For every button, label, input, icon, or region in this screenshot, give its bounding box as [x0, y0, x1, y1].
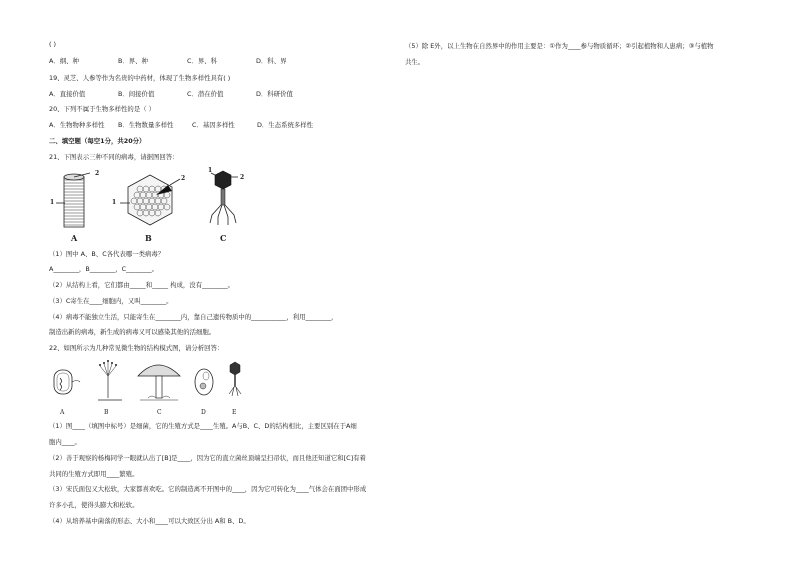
q18-stem-end: ( ) — [49, 40, 57, 48]
microbe-c-mushroom — [138, 365, 180, 400]
figure-21-label-1a: 1 — [50, 199, 55, 206]
q18-option-a: A．纲、种 — [49, 57, 79, 65]
q19-option-b: B．间接价值 — [118, 90, 155, 98]
q21-part-4-continued: 制造出新的病毒，新生成的病毒又可以感染其他的活细胞。 — [49, 328, 216, 336]
microbe-d-yeast — [195, 369, 213, 395]
figure-21-label-2c: 2 — [240, 174, 245, 181]
q22-part-3-continued: 许多小孔，使得头膨大和松软。 — [49, 501, 139, 509]
q18-option-c: C．界、科 — [187, 57, 218, 65]
q21-part-1: （1）图中 A、B、C各代表哪一类病毒？ — [49, 250, 165, 258]
q20-option-b: B．生物数量多样性 — [118, 121, 174, 129]
figure-21-label-1c: 1 — [208, 167, 213, 174]
q21-part-4: （4）病毒不能独立生活，只能寄生在________内，靠自己遗传物质中的___________，利用________， — [49, 313, 338, 321]
figure-21-label-2a: 2 — [95, 170, 100, 177]
q19-option-c: C．潜在价值 — [187, 90, 224, 98]
q21-part-2: （2）从结构上看，它们都由_____和_____ 构成，没有________。 — [49, 281, 235, 289]
q20-option-a: A．生物物种多样性 — [49, 121, 105, 129]
q18-option-b: B．界、种 — [118, 57, 148, 65]
microbe-figure — [48, 356, 248, 406]
microbe-e-phage — [229, 362, 241, 396]
q22-part-2: （2）善于观察的杨梅同学一眼就认出了[B]是____，因为它的直立菌丝顶端呈扫帚状，而且他还知道它和[C]有着 — [49, 454, 366, 462]
q21-stem: 21、下图表示三种不同的病毒，请据图回答： — [49, 153, 179, 161]
microbe-a-bacterium — [54, 370, 80, 394]
figure-22-label-e: E — [232, 409, 237, 416]
q22-part-3: （3）宋氏面包又大松软，大家都喜欢吃。它的制造离不开图中的____，因为它可转化为____气体会在面团中形成 — [49, 485, 367, 493]
q19-option-a: A．直接价值 — [49, 90, 86, 98]
figure-21-label-b: B — [145, 233, 152, 243]
q22-stem: 22、如图所示为几种常见微生物的结构模式图，请分析回答： — [49, 344, 224, 352]
figure-22-label-d: D — [201, 409, 206, 416]
figure-21-label-a: A — [71, 233, 78, 243]
figure-22-label-b: B — [104, 409, 109, 416]
figure-21-label-c: C — [220, 233, 227, 243]
q18-option-d: D．科、界 — [256, 57, 287, 65]
figure-21-label-1b: 1 — [112, 199, 117, 206]
q22-part-1-continued: 胞内____。 — [49, 438, 81, 446]
figure-21-label-2b: 2 — [181, 175, 186, 182]
virus-b-drawing — [120, 175, 180, 225]
q19-stem: 19、灵芝、人参等作为名贵的中药材，体现了生物多样性具有( ) — [49, 74, 231, 82]
q20-option-d: D．生态系统多样性 — [257, 121, 314, 129]
q22-part-5: （5）除 E外，以上生物在自然界中的作用主要是：①作为____参与物质循环；②引起植物和人患病；③与植物 — [405, 42, 714, 50]
q22-part-4: （4）从培养基中菌落的形态、大小和____可以大致区分出 A和 B、D。 — [49, 517, 250, 525]
q20-option-c: C．基因多样性 — [192, 121, 235, 129]
virus-a-drawing — [56, 173, 90, 227]
q22-part-1: （1）图____（填图中标号）是细菌，它的生殖方式是____生殖。A与B、C、D的结构相比，主要区别在于A细 — [49, 422, 357, 430]
q19-option-d: D．科研价值 — [256, 90, 293, 98]
q20-stem: 20、下列不属于生物多样性的是（ ） — [49, 105, 156, 113]
virus-c-drawing — [210, 171, 238, 225]
q21-part-3: （3）C寄生在____细胞内，又叫________。 — [49, 297, 173, 305]
section-title-fill-in: 二、填空题（每空1分，共20分） — [49, 137, 146, 145]
q21-part-1-blanks: A________，B________，C________。 — [49, 265, 159, 273]
q22-part-5-continued: 共生。 — [405, 58, 425, 66]
figure-22-label-c: C — [157, 409, 162, 416]
q22-part-2-continued: 共同的生殖方式即用____繁殖。 — [49, 470, 139, 478]
figure-22-label-a: A — [60, 409, 65, 416]
microbe-b-penicillium — [98, 360, 122, 400]
